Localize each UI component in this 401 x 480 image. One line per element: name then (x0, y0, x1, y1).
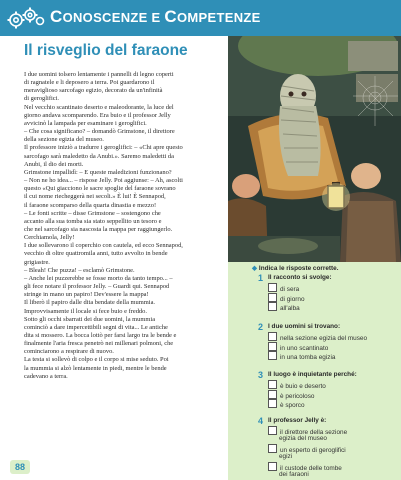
page-title: Il risveglio del faraone (24, 42, 188, 59)
story-line: Il liberò il papiro dalle dita bendate della mummia. (24, 299, 156, 307)
answer-option[interactable] (268, 399, 305, 409)
story-line: cominciarono a respirare di nuovo. (24, 348, 114, 356)
story-line: di ragnatele e li deposero a terra. Poi guardarono il (24, 79, 155, 87)
story-line: avvicinò la lampada per esaminare i geroglifici. (24, 119, 147, 127)
answer-label: in uno scantinato (280, 344, 329, 352)
answer-option[interactable] (268, 293, 305, 303)
question-text: I due uomini si trovano: (268, 323, 341, 330)
story-line: Il professore iniziò a tradurre i geroglifici: – «Chi apre questo (24, 144, 183, 152)
question-number: 3 (258, 370, 264, 380)
diamond-icon: ◆ (252, 265, 257, 272)
answer-option[interactable] (268, 332, 367, 342)
story-line: giorno andava scomparendo. Era buio e il professor Jelly (24, 111, 171, 119)
answer-label-continued: dei faraoni (279, 470, 309, 478)
story-line: il cui nome riecheggerà nei secoli.» È lui! È Sennapod, (24, 193, 166, 201)
story-line: accanto alla sua tomba sia stato seppellito un tesoro e (24, 217, 162, 225)
story-line: – Bleah! Che puzza! – esclamò Grimstone. (24, 266, 135, 274)
question-number: 1 (258, 273, 264, 283)
answer-option[interactable] (268, 426, 348, 442)
story-line: cominciò a dare impercettibili segni di vita... Le antiche (24, 323, 168, 331)
answer-option[interactable] (268, 390, 314, 400)
section-header (0, 0, 401, 36)
answer-label: in una tomba egizia (280, 354, 336, 361)
answer-label: un esperto di geroglifici (280, 447, 346, 454)
answer-label: di sera (280, 286, 300, 293)
story-line: stringe in mano un papiro! Dev'essere la mappa! (24, 291, 149, 299)
story-line: finalmente l'aria fresca penetrò nei millenari polmoni, che (24, 340, 174, 348)
question-text: Il luogo è inquietante perché: (268, 371, 357, 378)
story-line: – Le fonti scritte – disse Grimstone – sostengono che (24, 209, 161, 217)
answer-label: all'alba (280, 305, 300, 312)
story-line: della sezione egizia del museo. (24, 136, 104, 144)
answer-option[interactable] (268, 283, 299, 293)
answer-label: di giorno (280, 295, 305, 303)
answer-label-continued: egizia del museo (279, 434, 327, 442)
story-line: questo «Qui giacciono le sacre spoglie del faraone sovrano (24, 185, 176, 193)
story-line: Anubi, il dio dei morti. (24, 160, 84, 168)
story-line: Improvvisamente il locale si fece buio e freddo. (24, 307, 147, 315)
story-line: Nel vecchio scantinato deserto e maleodorante, la luce del (24, 103, 174, 111)
story-line: Cerchiamola, Jelly! (24, 234, 75, 242)
answer-checkbox[interactable] (268, 390, 277, 399)
story-line: di geroglifici. (24, 95, 60, 103)
story-line: il faraone scomparso della quarta dinastia e mezzo! (24, 201, 157, 209)
story-line: dita si mossero. La bocca lottò per farsi largo tra le bende e (24, 332, 177, 339)
answer-label: il direttore della sezione (280, 429, 348, 436)
story-line: – Che cosa significano? – domandò Grimstone, il direttore (24, 128, 175, 136)
answer-checkbox[interactable] (268, 380, 277, 389)
story-line: La testa si sollevò di colpo e il corpo si mise seduto. Poi (24, 356, 169, 364)
answer-checkbox[interactable] (268, 302, 277, 311)
answer-option[interactable] (268, 342, 328, 352)
story-line: – Non ne ho idea... – rispose Jelly. Poi aggiunse: – Ah, ascolti (24, 177, 183, 185)
answer-checkbox[interactable] (268, 426, 277, 435)
story-line: cadevano a terra. (24, 372, 68, 380)
story-line: meraviglioso sarcofago egizio, decorato da un'infinità (24, 87, 163, 95)
answer-option[interactable] (268, 462, 342, 478)
answer-checkbox[interactable] (268, 399, 277, 408)
story-line: Grimstone impallidì: – E queste maledizioni funzionano? (24, 168, 172, 176)
answer-label: è pericoloso (280, 392, 315, 400)
answer-option[interactable] (268, 302, 300, 312)
answer-checkbox[interactable] (268, 351, 277, 360)
answer-label: è sporco (280, 402, 305, 409)
story-line: grigiastre. (24, 258, 50, 266)
answer-option[interactable] (268, 351, 335, 361)
story-line: vecchio di oltre quattromila anni, tutto avvolto in bende (24, 250, 168, 258)
gears-icon (6, 5, 46, 31)
answer-label: nella sezione egizia del museo (280, 335, 368, 342)
story-line: che nel sarcofago sia nascosta la mappa per raggiungerlo. (24, 225, 173, 233)
question-text: Il racconto si svolge: (268, 274, 332, 281)
answer-option[interactable] (268, 444, 346, 460)
story-text (24, 71, 226, 381)
answer-label: il custode delle tombe (280, 465, 342, 472)
question-number: 4 (258, 416, 264, 426)
answer-label-continued: egizi (279, 452, 293, 460)
story-line: gli fece notare il professor Jelly. – Guardi qui. Sennapod (24, 283, 170, 291)
answer-option[interactable] (268, 380, 326, 390)
answer-checkbox[interactable] (268, 342, 277, 351)
story-line: Sotto gli occhi sbarrati dei due uomini, la mummia (24, 315, 156, 323)
mummy-illustration (228, 36, 401, 262)
story-line: – Anche lei puzzerebbe se fosse morto da tanto tempo... – (24, 274, 173, 282)
answer-label: è buio e deserto (280, 383, 326, 390)
answer-checkbox[interactable] (268, 444, 277, 453)
story-line: I due sollevarono il coperchio con cautela, ed ecco Sennapod, (24, 242, 183, 250)
story-line: la mummia si alzò lentamente in piedi, mentre le bende (24, 364, 167, 372)
header-title: CONOSCENZE E COMPETENZE (50, 7, 261, 26)
story-line: sarcofago sarà maledetto da Anubi.». Saremo maledetti da (24, 152, 174, 160)
answer-checkbox[interactable] (268, 462, 277, 471)
answer-checkbox[interactable] (268, 332, 277, 341)
question-number: 2 (258, 322, 264, 332)
answer-checkbox[interactable] (268, 293, 277, 302)
question-text: Il professor Jelly è: (268, 417, 327, 424)
page-number: 88 (10, 460, 30, 474)
story-line: I due uomini tolsero lentamente i pannelli di legno coperti (24, 71, 174, 78)
exercise-instruction: ◆ Indica le risposte corrette. (252, 265, 339, 272)
answer-checkbox[interactable] (268, 283, 277, 292)
